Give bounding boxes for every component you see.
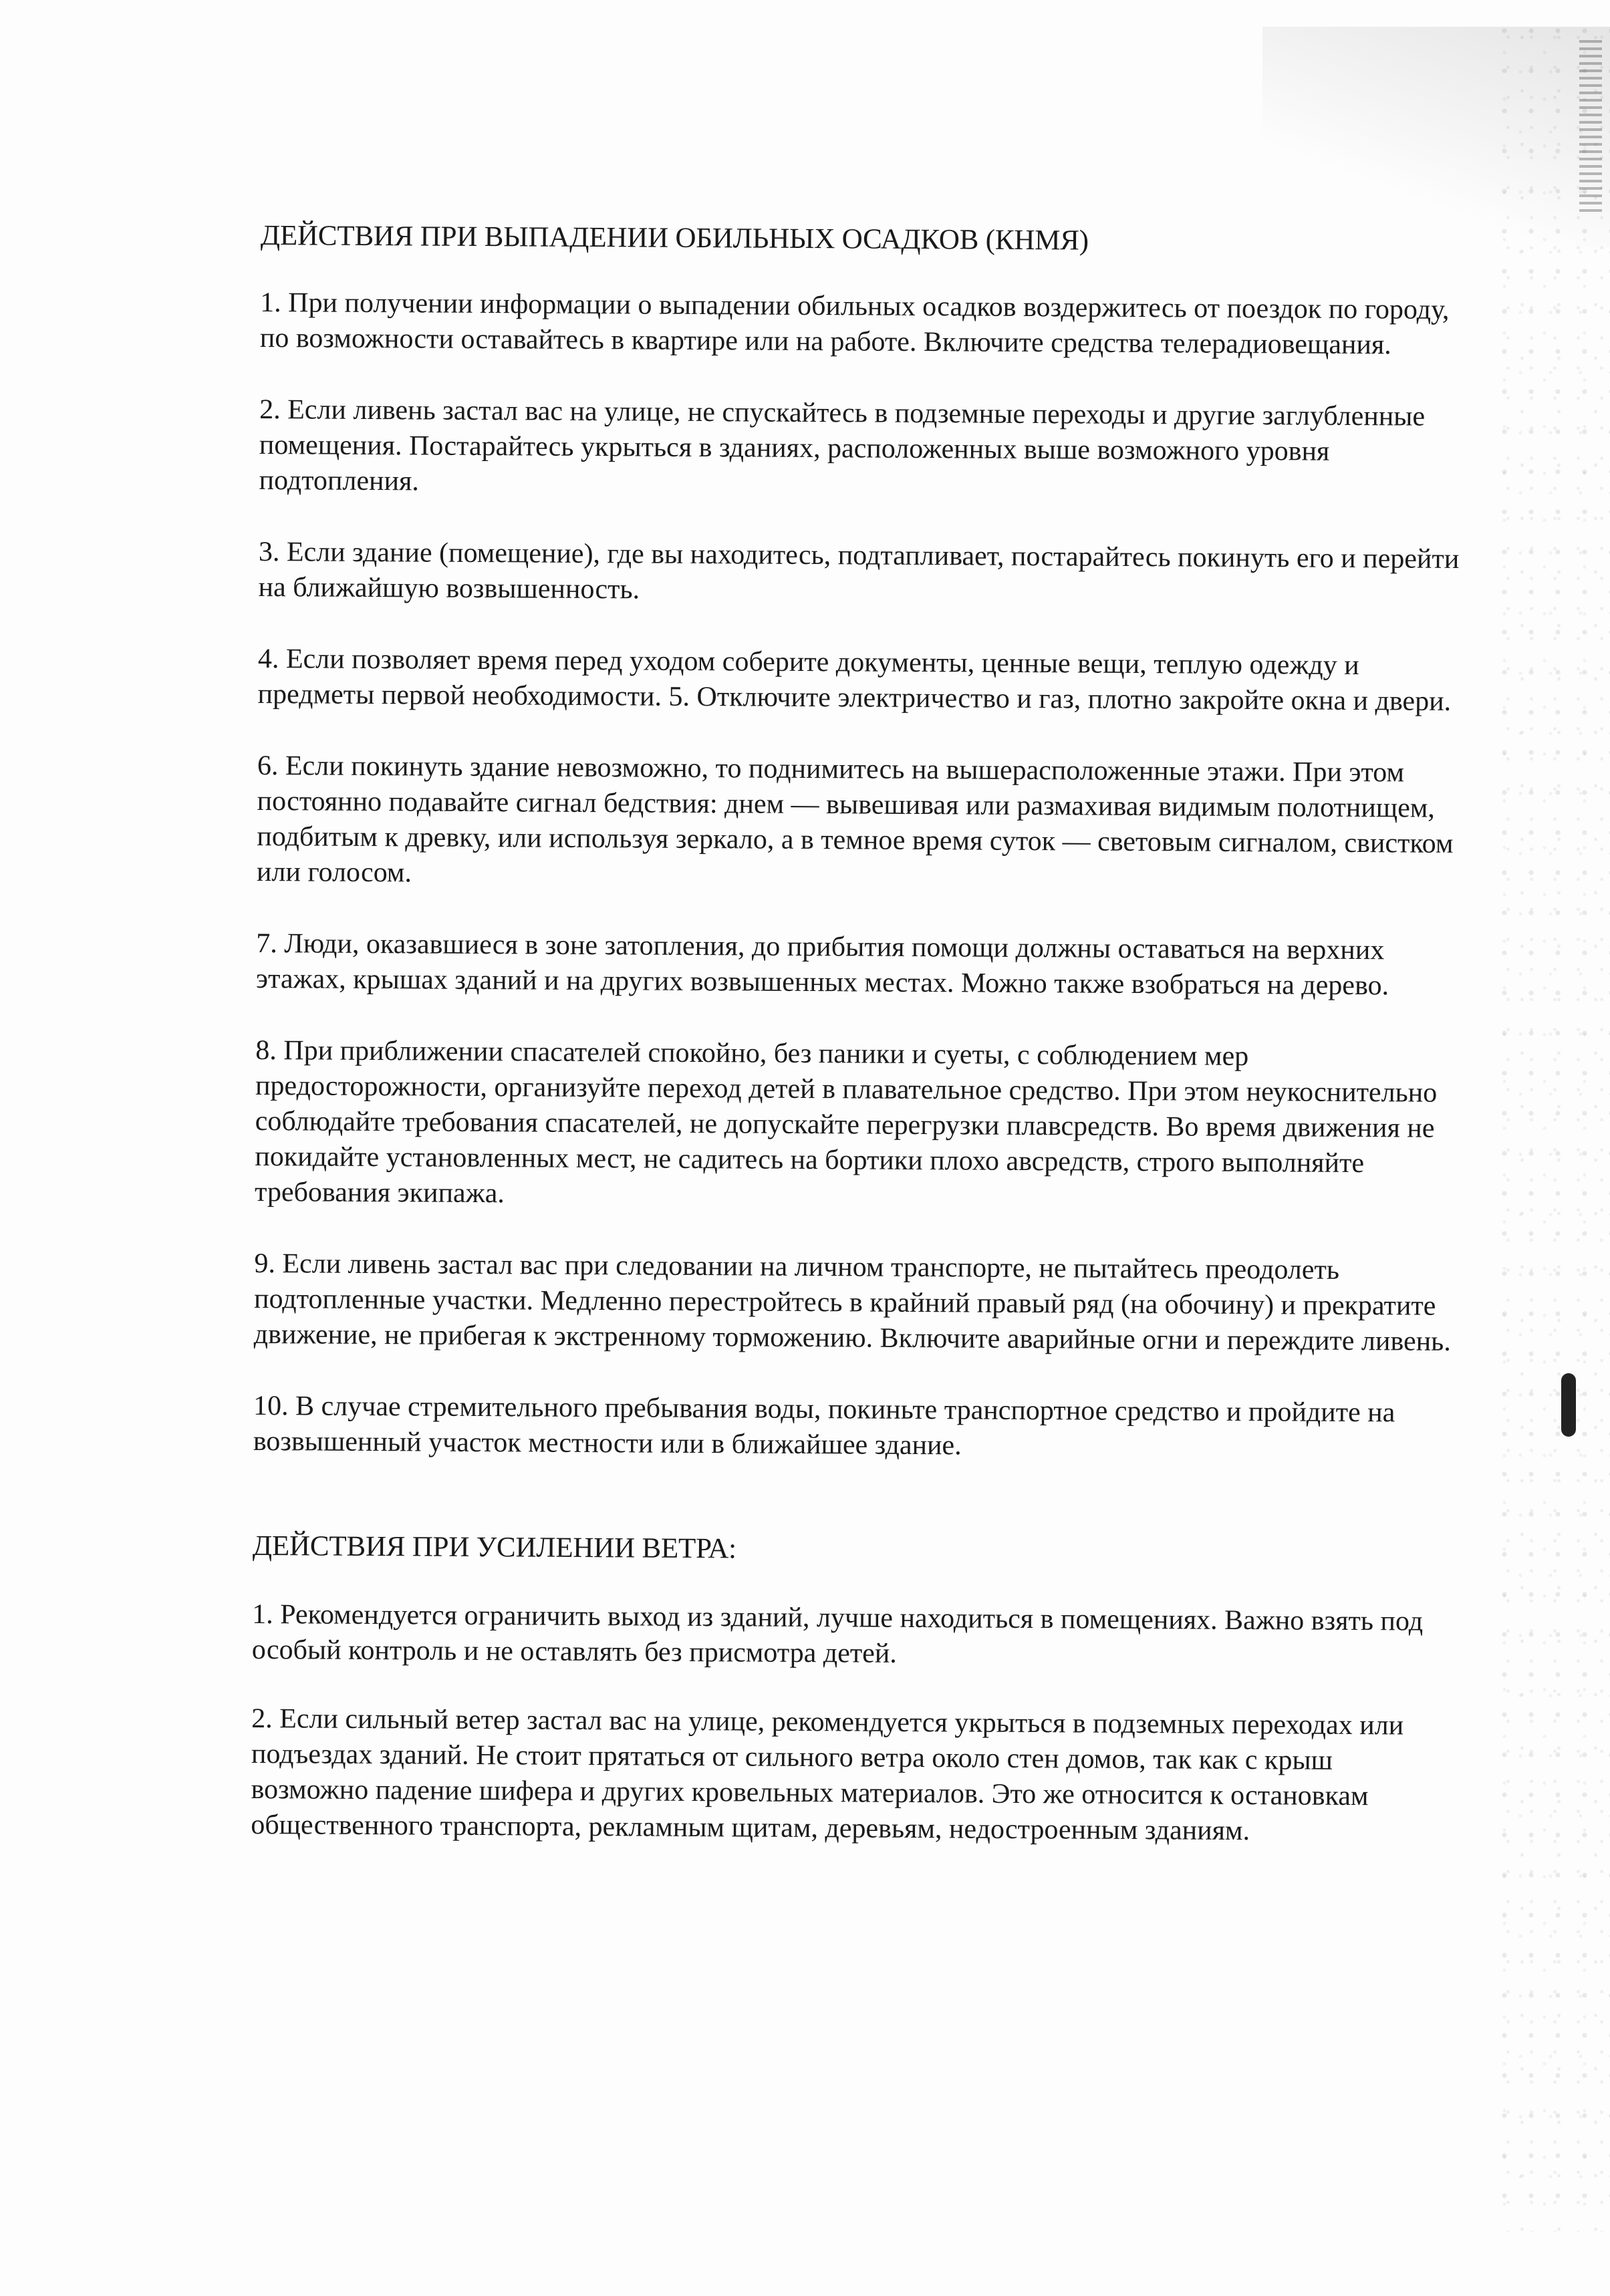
precipitation-item-8: 8. При приближении спасателей спокойно, без паники и суеты, с соблюдением мер предосторожности, организуйте переход детей в плавательное средство. При этом неукоснительно соблюдайте требования спасателей, не допускайте перегрузки плавсредств. Во время движения не покидайте установленных мест, не садитесь на бортики плохо авсредств, строго выполняйте требования экипажа. [254,1034,1438,1209]
section-title-wind: ДЕЙСТВИЯ ПРИ УСИЛЕНИИ ВЕТРА: [252,1530,737,1565]
precipitation-item-6: 6. Если покинуть здание невозможно, то поднимитесь на вышерасположенные этажи. При этом постоянно подавайте сигнал бедствия: днем — вывешивая или размахивая видимым полотнищем, подбитым к древку, или используя зеркало, а в темное время суток — световым сигналом, свистком или голосом. [256,750,1454,889]
wind-item-1: 1. Рекомендуется ограничить выход из зданий, лучше находиться в помещениях. Важно взять под особый контроль и не оставлять без присмотра детей. [251,1598,1424,1669]
precipitation-item-4: 4. Если позволяет время перед уходом соберите документы, ценные вещи, теплую одежду и предметы первой необходимости. 5. Отключите электричество и газ, плотно закройте окна и двери. [257,643,1452,717]
wind-item-2: 2. Если сильный ветер застал вас на улице, рекомендуется укрыться в подземных переходах или подъездах зданий. Не стоит прятаться от сильного ветра около стен домов, так как с крыш возможно падение шифера и других кровельных материалов. Это же относится к остановкам общественного транспорта, рекламным щитам, деревьям, недостроенным зданиям. [251,1703,1404,1847]
precipitation-item-2: 2. Если ливень застал вас на улице, не спускайтесь в подземные переходы и другие заглубленные помещения. Постарайтесь укрыться в зданиях, расположенных выше возможного уровня подтопления. [259,394,1426,497]
precipitation-item-9: 9. Если ливень застал вас при следовании на личном транспорте, не пытайтесь преодолеть подтопленные участки. Медленно перестройтесь в крайний правый ряд (на обочину) и прекратите движение, не прибегая к экстренному торможению. Включите аварийные огни и переждите ливень. [253,1248,1451,1357]
scan-edge-strip [1579,40,1602,214]
section-title-precipitation: ДЕЙСТВИЯ ПРИ ВЫПАДЕНИИ ОБИЛЬНЫХ ОСАДКОВ (КНМЯ) [260,219,1089,257]
scan-noise [1496,27,1610,2232]
precipitation-item-3: 3. Если здание (помещение), где вы находитесь, подтапливает, постарайтесь покинуть его и перейти на ближайшую возвышенность. [258,536,1460,605]
precipitation-item-7: 7. Люди, оказавшиеся в зоне затопления, до прибытия помощи должны оставаться на верхних этажах, крышах зданий и на других возвышенных местах. Можно также взобраться на дерево. [255,927,1389,1002]
precipitation-item-1: 1. При получении информации о выпадении обильных осадков воздержитесь от поездок по городу, по возможности оставайтесь в квартире или на работе. Включите средства телерадиовещания. [259,287,1450,361]
ink-mark [1561,1373,1576,1437]
precipitation-item-10: 10. В случае стремительного пребывания воды, покиньте транспортное средство и пройдите на возвышенный участок местности или в ближайшее здание. [253,1390,1395,1461]
document-body [251,214,1464,1850]
